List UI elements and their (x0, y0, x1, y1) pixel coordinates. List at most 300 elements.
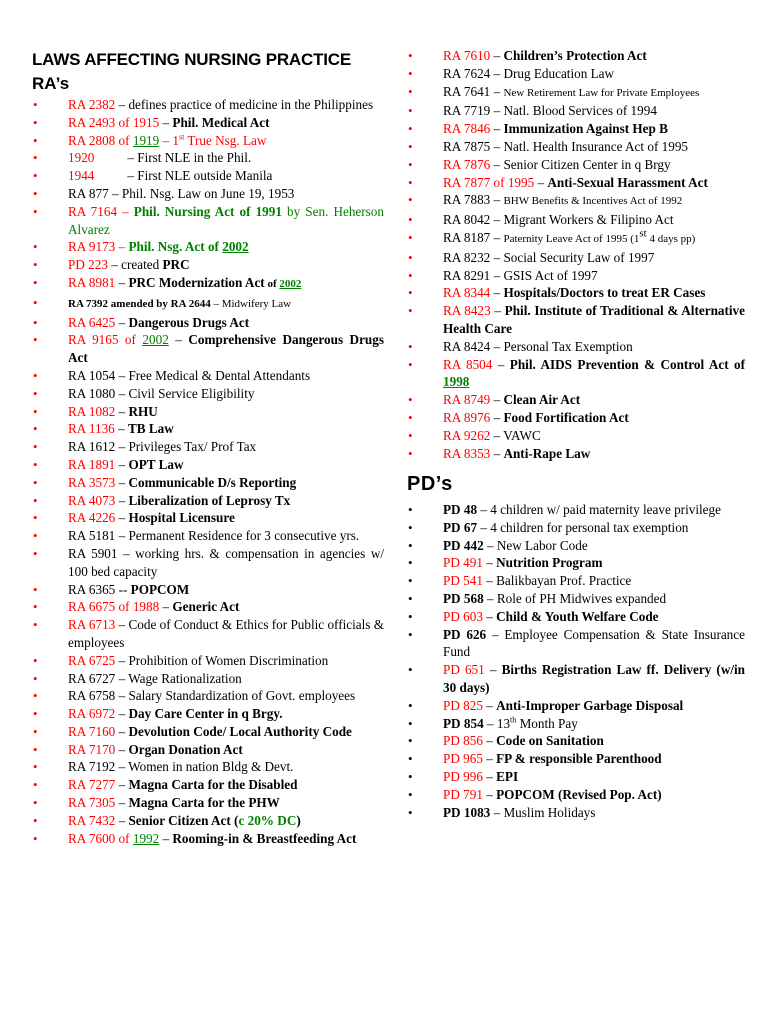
bullet-icon: • (33, 185, 38, 201)
law-text-segment: Senior Citizen Act ( (128, 812, 239, 828)
bullet-icon: • (33, 706, 38, 722)
bullet-icon: • (408, 715, 413, 731)
law-text-segment: – Code of Conduct & Ethics for Public officials & employees (68, 617, 384, 650)
law-text-segment: – Natl. Health Insurance Act of 1995 (490, 138, 689, 154)
list-item (407, 537, 745, 555)
list-item (32, 167, 384, 185)
law-text-segment: Communicable D/s Reporting (128, 474, 297, 490)
law-text-segment: – GSIS Act of 1997 (490, 267, 598, 283)
law-text-segment: RA 1080 (68, 385, 116, 401)
law-text-segment: – First NLE in the Phil. (94, 150, 252, 166)
law-text-segment: – (490, 121, 504, 137)
list-item (32, 598, 384, 616)
law-text-segment: Child & Youth Welfare Code (496, 608, 659, 624)
list-item (407, 572, 745, 590)
law-text-segment: – First NLE outside Manila (94, 168, 273, 184)
list-item (32, 114, 384, 132)
bullet-icon: • (33, 403, 38, 419)
law-text-segment: – created (107, 257, 163, 273)
ra-list-continued (407, 47, 745, 462)
law-text-segment: ) (296, 812, 301, 828)
list-item (32, 274, 384, 294)
bullet-icon: • (33, 652, 38, 668)
law-text-segment: RA 2382 (68, 97, 116, 112)
law-text-segment: – (115, 510, 129, 526)
list-item (407, 626, 745, 662)
bullet-icon: • (408, 156, 413, 172)
bullet-icon: • (33, 332, 38, 348)
law-text-segment: Rooming-in & Breastfeeding Act (172, 830, 357, 846)
pds-heading: PD’s (407, 473, 453, 495)
list-item (407, 229, 745, 249)
law-text-segment: Anti-Improper Garbage Disposal (496, 697, 684, 713)
law-text-segment: RA 4073 (68, 492, 116, 508)
bullet-icon: • (33, 617, 38, 633)
law-text-segment: – (159, 599, 173, 615)
law-text-segment: PD 791 (443, 786, 483, 802)
law-text-segment: RA 8504 (443, 356, 493, 372)
law-text-segment: Magna Carta for the Disabled (128, 777, 298, 793)
law-text-segment: 1992 (132, 830, 160, 846)
list-item (32, 256, 384, 274)
law-text-segment: – (115, 403, 129, 419)
list-item (32, 652, 384, 670)
list-item (407, 445, 745, 463)
law-text-segment: RA 6713 (68, 617, 116, 633)
list-item (32, 294, 384, 314)
list-item (407, 174, 745, 192)
bullet-icon: • (408, 174, 413, 190)
law-text-segment: RA 9173 – (68, 239, 129, 255)
law-text-segment: PD 651 (443, 662, 485, 678)
law-text-segment: – (115, 456, 129, 472)
law-text-segment: RA 6972 (68, 706, 116, 722)
law-text-segment: RA 6727 (68, 670, 116, 686)
law-text-segment: RA 8291 (443, 267, 491, 283)
list-item (407, 732, 745, 750)
law-text-segment: – (490, 409, 504, 425)
law-text-segment: – Natl. Blood Services of 1994 (490, 103, 657, 119)
law-text-segment: Hospital Licensure (128, 510, 235, 526)
list-item (407, 661, 745, 697)
law-text-segment: PRC (162, 257, 190, 273)
bullet-icon: • (33, 294, 38, 310)
law-text-segment: – (490, 229, 504, 245)
law-text-segment: RA 8976 (443, 409, 491, 425)
law-text-segment: Births Registration Law ff. Delivery (w/in 30 days) (443, 662, 746, 695)
law-text-segment: – (490, 445, 504, 461)
law-text-segment: Phil. Nursing Act of 1991 (133, 203, 282, 219)
bullet-icon: • (408, 392, 413, 408)
law-text-segment: – Phil. Nsg. Law on June 19, 1953 (108, 185, 295, 201)
bullet-icon: • (33, 581, 38, 597)
list-item (32, 385, 384, 403)
bullet-icon: • (408, 768, 413, 784)
law-text-segment: RA 7164 – (68, 203, 134, 219)
list-item (407, 590, 745, 608)
bullet-icon: • (33, 723, 38, 739)
law-text-segment: RA 7432 (68, 812, 116, 828)
bullet-icon: • (408, 409, 413, 425)
list-item (32, 96, 384, 114)
law-text-segment: Generic Act (172, 599, 240, 615)
law-text-segment: RA 7305 (68, 795, 116, 811)
list-item (32, 812, 384, 830)
list-item (32, 776, 384, 794)
law-text-segment: 1920 (68, 150, 95, 166)
law-text-segment: – 4 children w/ paid maternity leave privilege (477, 502, 721, 517)
law-text-segment: Phil. Institute of Traditional & Alternative Health Care (443, 303, 745, 336)
law-text-segment: OPT Law (128, 456, 184, 472)
bullet-icon: • (33, 777, 38, 793)
bullet-icon: • (408, 519, 413, 535)
bullet-icon: • (408, 212, 413, 228)
law-text-segment: – Role of PH Midwives expanded (483, 590, 667, 606)
law-text-segment: RA 7192 (68, 759, 116, 775)
list-item (32, 794, 384, 812)
law-text-segment: Devolution Code/ Local Authority Code (128, 723, 352, 739)
law-text-segment: – 4 children for personal tax exemption (477, 519, 689, 535)
law-text-segment: – (114, 421, 128, 437)
law-text-segment: – (482, 786, 497, 802)
law-text-segment: BHW Benefits & Incentives Act of 1992 (503, 195, 683, 208)
list-item (407, 768, 745, 786)
law-text-segment: st (639, 227, 647, 240)
law-text-segment: Phil. Medical Act (172, 114, 270, 130)
law-text-segment: Day Care Center in q Brgy. (128, 706, 283, 722)
bullet-icon: • (408, 229, 413, 245)
law-text-segment: – (490, 303, 505, 319)
bullet-icon: • (408, 697, 413, 713)
bullet-icon: • (408, 537, 413, 553)
bullet-icon: • (33, 830, 38, 846)
bullet-icon: • (408, 445, 413, 461)
law-text-segment: Magna Carta for the PHW (128, 795, 280, 811)
law-text-segment: RA 8353 (443, 445, 491, 461)
law-text-segment: Phil. Nsg. Act of (128, 239, 223, 255)
list-item (407, 697, 745, 715)
law-text-segment: RA 7170 (68, 741, 116, 757)
list-item (407, 554, 745, 572)
law-text-segment: Month Pay (516, 715, 578, 731)
law-text-segment: RA 6425 (68, 314, 116, 330)
law-text-segment: RA 5181 (68, 528, 116, 544)
bullet-icon: • (33, 439, 38, 455)
law-text-segment: RA 8981 (68, 274, 116, 290)
list-item (407, 138, 745, 156)
law-text-segment: – Wage Rationalization (115, 670, 242, 686)
list-item (407, 302, 745, 338)
law-text-segment: RHU (128, 403, 158, 419)
bullet-icon: • (33, 114, 38, 130)
law-text-segment: – (115, 777, 129, 793)
list-item (407, 267, 745, 285)
law-text-segment: PD 965 (443, 751, 483, 767)
list-item (32, 758, 384, 776)
ras-heading: RA’s (32, 74, 70, 93)
law-text-segment: Immunization Against Hep B (503, 121, 668, 137)
law-text-segment: Code on Sanitation (496, 733, 604, 749)
list-item (32, 238, 384, 256)
list-item (407, 427, 745, 445)
law-text-segment: New Retirement Law for Private Employees (503, 86, 700, 99)
bullet-icon: • (33, 367, 38, 383)
law-text-segment: – (482, 751, 497, 767)
law-text-segment: – Civil Service Eligibility (115, 385, 255, 401)
law-text-segment: RA 4226 (68, 510, 116, 526)
law-text-segment: RA 5901 (68, 545, 118, 561)
law-text-segment: – Midwifery Law (210, 297, 292, 310)
law-text-segment: Comprehensive Dangerous Drugs Act (68, 332, 384, 366)
law-text-segment: – (492, 356, 510, 372)
law-text-segment: – Free Medical & Dental Attendants (115, 367, 311, 383)
law-text-segment: – 1 (159, 132, 179, 148)
law-text-segment: RA 8424 (443, 338, 491, 354)
list-item (407, 519, 745, 537)
law-text-segment: – (168, 332, 189, 348)
list-item (32, 438, 384, 456)
document-title: LAWS AFFECTING NURSING PRACTICE (32, 50, 351, 69)
bullet-icon: • (33, 257, 38, 273)
law-text-segment: RA 1891 (68, 456, 116, 472)
list-item (407, 356, 745, 392)
list-item (32, 830, 384, 848)
law-text-segment: Nutrition Program (496, 555, 603, 571)
law-text-segment: Paternity Leave Act of 1995 (1 (503, 232, 640, 245)
law-text-segment: – Balikbayan Prof. Practice (482, 573, 632, 589)
law-text-segment: – (482, 733, 497, 749)
law-text-segment: 1944 (68, 168, 95, 184)
law-text-segment: – (115, 474, 129, 490)
law-text-segment: – (115, 812, 129, 828)
bullet-icon: • (33, 132, 38, 148)
law-text-segment: Organ Donation Act (128, 741, 243, 757)
list-item (407, 608, 745, 626)
law-text-segment: 4 days pp) (646, 232, 696, 245)
law-text-segment: RA 1612 (68, 439, 116, 455)
list-item (32, 203, 384, 239)
law-text-segment: – (115, 706, 129, 722)
bullet-icon: • (33, 314, 38, 330)
law-text-segment: RA 6675 of 1988 (68, 599, 160, 615)
law-text-segment: – working hrs. & compensation in agencies w/ 100 bed capacity (68, 545, 385, 579)
law-text-segment: True Nsg. Law (184, 132, 267, 148)
law-text-segment: – (490, 192, 504, 208)
law-text-segment: – Prohibition of Women Discrimination (115, 652, 329, 668)
law-text-segment: PD 854 (443, 715, 484, 731)
list-item (32, 527, 384, 545)
law-text-segment: – (482, 608, 497, 624)
law-text-segment: RA 8749 (443, 392, 491, 408)
law-text-segment: RA 8344 (443, 285, 491, 301)
law-text-segment: RA 7277 (68, 777, 116, 793)
list-item (407, 120, 745, 138)
bullet-icon: • (408, 427, 413, 443)
list-item (32, 492, 384, 510)
list-item (32, 149, 384, 167)
law-text-segment: – (490, 392, 504, 408)
list-item (407, 284, 745, 302)
law-text-segment: RA 8042 (443, 212, 491, 228)
list-item (407, 715, 745, 733)
law-text-segment: PD 491 (443, 555, 483, 571)
law-text-segment: RA 7877 of 1995 (443, 174, 535, 190)
law-text-segment: – Permanent Residence for 3 consecutive yrs. (115, 528, 360, 544)
law-text-segment: – Women in nation Bldg & Devt. (115, 759, 294, 775)
bullet-icon: • (33, 385, 38, 401)
law-text-segment: PD 223 (68, 257, 108, 273)
bullet-icon: • (408, 192, 413, 208)
law-text-segment: PD 626 (443, 626, 487, 642)
law-text-segment: RA 877 (68, 185, 109, 201)
bullet-icon: • (408, 83, 413, 99)
law-text-segment: 2002 (279, 277, 302, 290)
law-text-segment: – (490, 83, 504, 99)
bullet-icon: • (408, 786, 413, 802)
law-text-segment: – (484, 662, 502, 678)
law-text-segment: st (179, 132, 185, 142)
bullet-icon: • (33, 528, 38, 544)
law-text-segment: RA 7846 (443, 121, 491, 137)
law-text-segment: by Sen. Heherson Alvarez (68, 203, 384, 237)
list-item (407, 156, 745, 174)
law-text-segment: – (115, 723, 129, 739)
list-item (32, 616, 384, 652)
list-item (32, 687, 384, 705)
law-text-segment: RA 1082 (68, 403, 116, 419)
law-text-segment: – (482, 768, 497, 784)
law-text-segment: – (115, 741, 129, 757)
list-item (407, 501, 745, 519)
list-item (407, 47, 745, 65)
law-text-segment: 1919 (132, 132, 160, 148)
law-text-segment: TB Law (127, 421, 174, 437)
law-text-segment: RA 7883 (443, 192, 491, 208)
law-text-segment: RA 8187 (443, 229, 491, 245)
law-text-segment: RA 7641 (443, 83, 491, 99)
bullet-icon: • (33, 150, 38, 166)
law-text-segment: PD 856 (443, 733, 483, 749)
law-text-segment: RA 2493 of 1915 (68, 114, 160, 130)
list-item (32, 581, 384, 599)
law-text-segment: – Muslim Holidays (490, 804, 596, 820)
bullet-icon: • (33, 492, 38, 508)
law-text-segment: RA 2808 of (68, 132, 133, 148)
bullet-icon: • (408, 751, 413, 767)
law-text-segment: – Social Security Law of 1997 (490, 249, 655, 265)
law-text-segment: – Salary Standardization of Govt. employees (115, 688, 356, 704)
law-text-segment: – (115, 314, 129, 330)
list-item (32, 185, 384, 203)
bullet-icon: • (408, 338, 413, 354)
bullet-icon: • (408, 121, 413, 137)
law-text-segment: – (490, 48, 504, 63)
law-text-segment: – New Labor Code (483, 537, 588, 553)
list-item (32, 420, 384, 438)
law-text-segment: FP & responsible Parenthood (496, 751, 662, 767)
list-item (407, 102, 745, 120)
law-text-segment: RA 8232 (443, 249, 491, 265)
bullet-icon: • (33, 688, 38, 704)
list-item (32, 403, 384, 421)
law-text-segment: RA 7160 (68, 723, 116, 739)
law-text-segment: RA 9262 (443, 427, 491, 443)
law-text-segment: RA 7392 amended by RA 2644 (68, 297, 211, 310)
list-item (32, 331, 384, 367)
bullet-icon: • (33, 795, 38, 811)
law-text-segment: RA 1054 (68, 367, 116, 383)
bullet-icon: • (33, 97, 38, 112)
bullet-icon: • (33, 239, 38, 255)
list-item (32, 545, 384, 581)
bullet-icon: • (33, 741, 38, 757)
law-text-segment: 2002 (142, 332, 169, 348)
law-text-segment: – (159, 114, 173, 130)
law-text-segment: – Personal Tax Exemption (490, 338, 633, 354)
bullet-icon: • (33, 421, 38, 437)
bullet-icon: • (33, 168, 38, 184)
list-item (407, 409, 745, 427)
law-text-segment: Hospitals/Doctors to treat ER Cases (503, 285, 706, 301)
law-text-segment: Anti-Sexual Harassment Act (547, 174, 708, 190)
law-text-segment: PD 48 (443, 502, 478, 517)
bullet-icon: • (408, 804, 413, 820)
bullet-icon: • (408, 249, 413, 265)
law-text-segment: – Drug Education Law (490, 65, 615, 81)
law-text-segment: PD 67 (443, 519, 478, 535)
law-text-segment: PD 996 (443, 768, 483, 784)
list-item (407, 65, 745, 83)
bullet-icon: • (408, 267, 413, 283)
law-text-segment: RA 7876 (443, 156, 491, 172)
bullet-icon: • (33, 545, 38, 561)
law-text-segment: RA 7719 (443, 103, 491, 119)
list-item (407, 249, 745, 267)
law-text-segment: RA 6758 (68, 688, 116, 704)
law-text-segment: – (115, 492, 129, 508)
law-text-segment: RA 9165 of (68, 332, 143, 348)
law-text-segment: – (482, 697, 497, 713)
bullet-icon: • (33, 510, 38, 526)
law-text-segment: – Privileges Tax/ Prof Tax (115, 439, 257, 455)
bullet-icon: • (408, 356, 413, 372)
law-text-segment: RA 7875 (443, 138, 491, 154)
law-text-segment: PD 825 (443, 697, 483, 713)
law-text-segment: Food Fortification Act (503, 409, 629, 425)
list-item (32, 367, 384, 385)
law-text-segment: 2002 (222, 239, 249, 255)
law-text-segment: – defines practice of medicine in the Philippines (115, 97, 374, 112)
bullet-icon: • (33, 474, 38, 490)
list-item (32, 705, 384, 723)
law-text-segment: Anti-Rape Law (503, 445, 591, 461)
bullet-icon: • (33, 670, 38, 686)
bullet-icon: • (408, 626, 413, 642)
law-text-segment: of (264, 277, 280, 290)
bullet-icon: • (33, 203, 38, 219)
law-text-segment: POPCOM (Revised Pop. Act) (496, 786, 662, 802)
bullet-icon: • (408, 555, 413, 571)
law-text-segment: – Senior Citizen Center in q Brgy (490, 156, 671, 172)
law-text-segment: Children’s Protection Act (503, 48, 647, 63)
law-text-segment: – (115, 274, 129, 290)
law-text-segment: Liberalization of Leprosy Tx (128, 492, 291, 508)
law-text-segment: RA 7624 (443, 65, 491, 81)
law-text-segment: – (482, 555, 497, 571)
list-item (407, 83, 745, 103)
list-item (32, 670, 384, 688)
law-text-segment: PD 541 (443, 573, 483, 589)
